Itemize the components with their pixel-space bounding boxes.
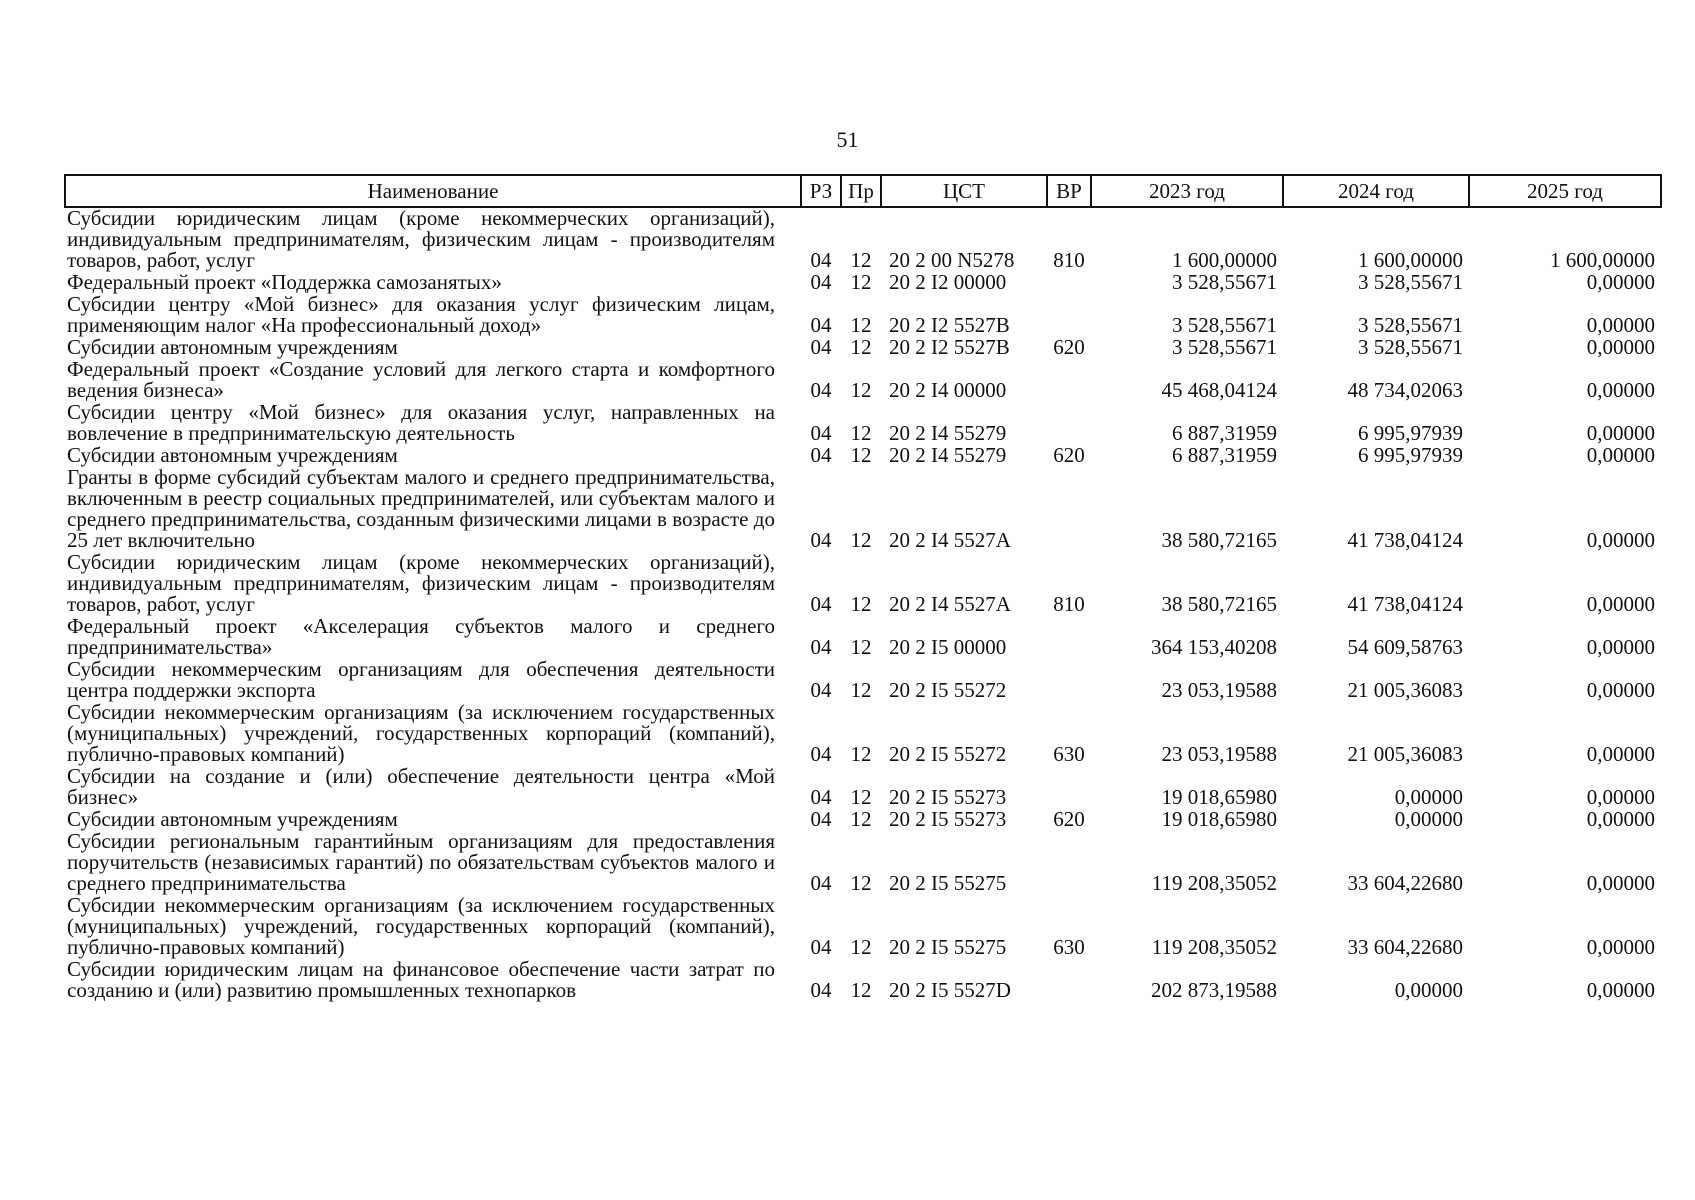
row-vr <box>1047 402 1091 445</box>
row-amount-2025: 0,00000 <box>1586 421 1655 445</box>
row-vr <box>1047 272 1091 294</box>
table-row <box>65 337 1661 359</box>
row-amount-2025: 0,00000 <box>1586 592 1655 616</box>
row-name: Субсидии центру «Мой бизнес» для оказания услуг физическим лицам, применяющим налог «На профессиональный доход» <box>67 292 775 337</box>
row-amount-2025: 0,00000 <box>1586 785 1655 809</box>
row-rz: 04 <box>810 443 832 467</box>
row-amount-2024: 21 005,36083 <box>1347 678 1463 702</box>
row-name: Субсидии автономным учреждениям <box>67 335 398 359</box>
row-rz: 04 <box>810 678 832 702</box>
row-name: Федеральный проект «Создание условий для легкого старта и комфортного ведения бизнеса» <box>67 357 775 402</box>
row-cst: 20 2 I5 55273 <box>889 807 1007 831</box>
row-rz: 04 <box>810 742 832 766</box>
row-rz: 04 <box>810 635 832 659</box>
table-row <box>65 766 1661 809</box>
header-2023: 2023 год <box>1091 175 1283 207</box>
row-vr <box>1047 294 1091 337</box>
row-amount-2023: 1 600,00000 <box>1172 248 1277 272</box>
row-amount-2024: 3 528,55671 <box>1358 313 1463 337</box>
row-name: Гранты в форме субсидий субъектам малого и среднего предпринимательства, включенным в реестр социальных предпринимателей, или субъектам малого и среднего предпринимательства, созданным физическими лицами в возрасте до 25 лет включительно <box>67 465 775 552</box>
row-vr: 620 <box>1053 443 1085 467</box>
row-amount-2024: 48 734,02063 <box>1347 378 1463 402</box>
row-rz: 04 <box>810 335 832 359</box>
row-amount-2024: 1 600,00000 <box>1358 248 1463 272</box>
table-row <box>65 831 1661 895</box>
row-amount-2023: 45 468,04124 <box>1161 378 1277 402</box>
row-rz: 04 <box>810 807 832 831</box>
table-row <box>65 702 1661 766</box>
table-row <box>65 616 1661 659</box>
row-cst: 20 2 I4 5527A <box>889 592 1011 616</box>
row-pr: 12 <box>850 978 872 1002</box>
row-pr: 12 <box>850 248 872 272</box>
row-amount-2024: 21 005,36083 <box>1347 742 1463 766</box>
row-amount-2024: 3 528,55671 <box>1358 270 1463 294</box>
row-amount-2023: 3 528,55671 <box>1172 270 1277 294</box>
row-cst: 20 2 I2 5527B <box>889 335 1010 359</box>
row-pr: 12 <box>850 807 872 831</box>
row-cst: 20 2 I2 00000 <box>889 270 1007 294</box>
row-amount-2023: 23 053,19588 <box>1161 742 1277 766</box>
table-row <box>65 959 1661 1002</box>
row-cst: 20 2 I5 55275 <box>889 935 1007 959</box>
table-row <box>65 207 1661 272</box>
header-vr: ВР <box>1047 175 1091 207</box>
header-cst: ЦСТ <box>881 175 1047 207</box>
row-name: Субсидии региональным гарантийным организациям для предоставления поручительств (независимых гарантий) по обязательствам субъектов малого и среднего предпринимательства <box>67 829 775 895</box>
row-amount-2023: 119 208,35052 <box>1151 871 1277 895</box>
row-amount-2025: 0,00000 <box>1586 313 1655 337</box>
row-cst: 20 2 I4 55279 <box>889 421 1007 445</box>
row-cst: 20 2 I2 5527B <box>889 313 1010 337</box>
header-pr: Пр <box>841 175 881 207</box>
table-row <box>65 272 1661 294</box>
row-cst: 20 2 I5 00000 <box>889 635 1007 659</box>
table-row <box>65 552 1661 616</box>
row-vr <box>1047 831 1091 895</box>
row-amount-2025: 0,00000 <box>1586 270 1655 294</box>
row-amount-2023: 119 208,35052 <box>1151 935 1277 959</box>
row-name: Субсидии на создание и (или) обеспечение деятельности центра «Мой бизнес» <box>67 764 775 809</box>
row-amount-2025: 0,00000 <box>1586 742 1655 766</box>
row-amount-2023: 38 580,72165 <box>1161 592 1277 616</box>
row-pr: 12 <box>850 592 872 616</box>
row-amount-2025: 0,00000 <box>1586 871 1655 895</box>
row-name: Субсидии юридическим лицам (кроме некоммерческих организаций), индивидуальным предпринимателям, физическим лицам - производителям товаров, работ, услуг <box>67 206 775 272</box>
row-name: Субсидии юридическим лицам на финансовое обеспечение части затрат по созданию и (или) развитию промышленных технопарков <box>67 957 775 1002</box>
row-vr: 630 <box>1053 935 1085 959</box>
row-amount-2024: 6 995,97939 <box>1358 421 1463 445</box>
row-amount-2025: 1 600,00000 <box>1550 248 1655 272</box>
row-pr: 12 <box>850 785 872 809</box>
row-pr: 12 <box>850 871 872 895</box>
row-cst: 20 2 I5 55275 <box>889 871 1007 895</box>
header-name: Наименование <box>65 175 801 207</box>
row-rz: 04 <box>810 935 832 959</box>
row-amount-2023: 23 053,19588 <box>1161 678 1277 702</box>
row-amount-2023: 3 528,55671 <box>1172 335 1277 359</box>
row-name: Федеральный проект «Поддержка самозанятых» <box>67 270 502 294</box>
row-amount-2023: 19 018,65980 <box>1161 785 1277 809</box>
row-amount-2024: 41 738,04124 <box>1347 528 1463 552</box>
row-name: Субсидии некоммерческим организациям для обеспечения деятельности центра поддержки экспорта <box>67 657 775 702</box>
row-vr <box>1047 359 1091 402</box>
row-vr <box>1047 959 1091 1002</box>
row-rz: 04 <box>810 270 832 294</box>
row-amount-2024: 54 609,58763 <box>1347 635 1463 659</box>
table-row <box>65 294 1661 337</box>
row-pr: 12 <box>850 335 872 359</box>
row-amount-2023: 6 887,31959 <box>1172 421 1277 445</box>
row-cst: 20 2 I4 00000 <box>889 378 1007 402</box>
row-pr: 12 <box>850 742 872 766</box>
row-rz: 04 <box>810 378 832 402</box>
row-pr: 12 <box>850 635 872 659</box>
table-row <box>65 467 1661 552</box>
table-row <box>65 809 1661 831</box>
row-vr <box>1047 616 1091 659</box>
row-vr: 630 <box>1053 742 1085 766</box>
row-name: Субсидии некоммерческим организациям (за исключением государственных (муниципальных) учреждений, государственных корпораций (компаний), публично-правовых компаний) <box>67 700 775 766</box>
row-amount-2025: 0,00000 <box>1586 635 1655 659</box>
row-cst: 20 2 I4 55279 <box>889 443 1007 467</box>
row-rz: 04 <box>810 785 832 809</box>
header-2024: 2024 год <box>1283 175 1469 207</box>
page-number: 51 <box>836 127 859 152</box>
row-name: Федеральный проект «Акселерация субъектов малого и среднего предпринимательства» <box>67 614 775 659</box>
row-amount-2025: 0,00000 <box>1586 678 1655 702</box>
row-amount-2024: 3 528,55671 <box>1358 335 1463 359</box>
row-pr: 12 <box>850 378 872 402</box>
row-cst: 20 2 00 N5278 <box>889 248 1015 272</box>
row-amount-2025: 0,00000 <box>1586 935 1655 959</box>
table-row <box>65 895 1661 959</box>
table-row <box>65 445 1661 467</box>
row-amount-2023: 6 887,31959 <box>1172 443 1277 467</box>
header-rz: РЗ <box>801 175 841 207</box>
row-amount-2024: 0,00000 <box>1394 807 1463 831</box>
row-amount-2023: 38 580,72165 <box>1161 528 1277 552</box>
header-2025: 2025 год <box>1469 175 1661 207</box>
row-amount-2025: 0,00000 <box>1586 443 1655 467</box>
row-amount-2024: 33 604,22680 <box>1347 871 1463 895</box>
row-amount-2023: 202 873,19588 <box>1151 978 1277 1002</box>
row-amount-2023: 364 153,40208 <box>1151 635 1277 659</box>
row-pr: 12 <box>850 421 872 445</box>
row-rz: 04 <box>810 313 832 337</box>
row-amount-2025: 0,00000 <box>1586 378 1655 402</box>
row-name: Субсидии автономным учреждениям <box>67 443 398 467</box>
row-amount-2024: 6 995,97939 <box>1358 443 1463 467</box>
row-rz: 04 <box>810 421 832 445</box>
row-rz: 04 <box>810 528 832 552</box>
table-row <box>65 402 1661 445</box>
row-rz: 04 <box>810 592 832 616</box>
row-name: Субсидии центру «Мой бизнес» для оказания услуг, направленных на вовлечение в предпринимательскую деятельность <box>67 400 775 445</box>
row-cst: 20 2 I5 55273 <box>889 785 1007 809</box>
row-amount-2023: 19 018,65980 <box>1161 807 1277 831</box>
row-pr: 12 <box>850 528 872 552</box>
row-pr: 12 <box>850 313 872 337</box>
row-amount-2023: 3 528,55671 <box>1172 313 1277 337</box>
row-pr: 12 <box>850 935 872 959</box>
row-vr: 810 <box>1053 592 1085 616</box>
row-vr <box>1047 467 1091 552</box>
row-rz: 04 <box>810 978 832 1002</box>
row-amount-2025: 0,00000 <box>1586 528 1655 552</box>
row-vr <box>1047 766 1091 809</box>
budget-table <box>64 174 1662 1002</box>
table-row <box>65 659 1661 702</box>
row-vr <box>1047 659 1091 702</box>
row-cst: 20 2 I5 5527D <box>889 978 1011 1002</box>
row-amount-2024: 33 604,22680 <box>1347 935 1463 959</box>
row-rz: 04 <box>810 871 832 895</box>
row-cst: 20 2 I4 5527A <box>889 528 1011 552</box>
table-row <box>65 359 1661 402</box>
row-vr: 620 <box>1053 335 1085 359</box>
row-amount-2025: 0,00000 <box>1586 807 1655 831</box>
row-rz: 04 <box>810 248 832 272</box>
row-cst: 20 2 I5 55272 <box>889 678 1007 702</box>
row-name: Субсидии юридическим лицам (кроме некоммерческих организаций), индивидуальным предпринимателям, физическим лицам - производителям товаров, работ, услуг <box>67 550 775 616</box>
row-amount-2024: 0,00000 <box>1394 978 1463 1002</box>
row-amount-2024: 0,00000 <box>1394 785 1463 809</box>
row-cst: 20 2 I5 55272 <box>889 742 1007 766</box>
row-amount-2025: 0,00000 <box>1586 335 1655 359</box>
row-vr: 810 <box>1053 248 1085 272</box>
row-pr: 12 <box>850 270 872 294</box>
row-amount-2024: 41 738,04124 <box>1347 592 1463 616</box>
table-header-row <box>65 175 1661 207</box>
row-amount-2025: 0,00000 <box>1586 978 1655 1002</box>
table-body <box>65 207 1661 1002</box>
row-pr: 12 <box>850 678 872 702</box>
row-vr: 620 <box>1053 807 1085 831</box>
row-pr: 12 <box>850 443 872 467</box>
row-name: Субсидии некоммерческим организациям (за исключением государственных (муниципальных) учреждений, государственных корпораций (компаний), публично-правовых компаний) <box>67 893 775 959</box>
row-name: Субсидии автономным учреждениям <box>67 807 398 831</box>
